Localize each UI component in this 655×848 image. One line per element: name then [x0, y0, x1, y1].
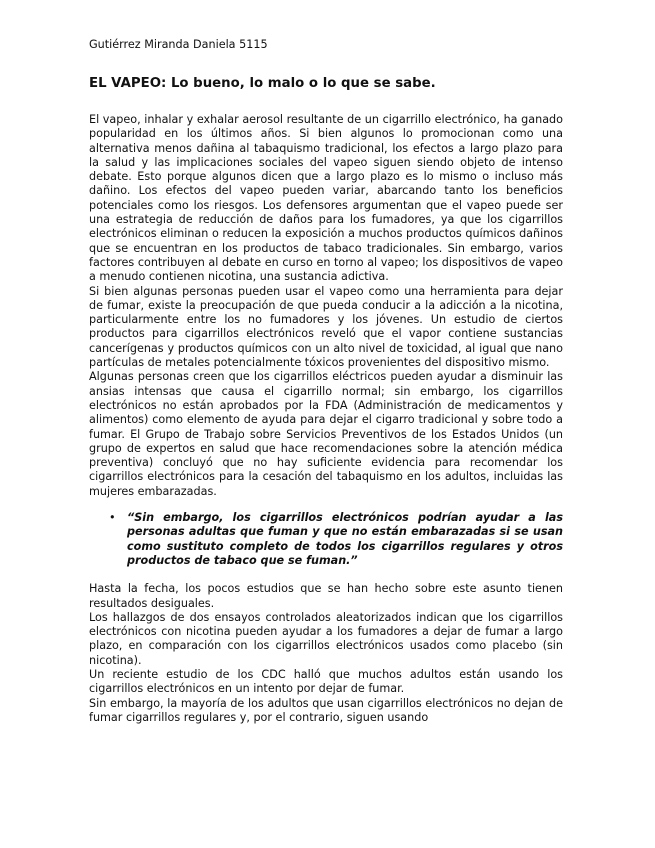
document-title: EL VAPEO: Lo bueno, lo malo o lo que se sabe.	[89, 76, 436, 91]
paragraph-studies: Hasta la fecha, los pocos estudios que se han hecho sobre este asunto tienen resultados desiguales.	[89, 582, 563, 610]
paragraph-intro: El vapeo, inhalar y exhalar aerosol resultante de un cigarrillo electrónico, ha ganado popularidad en los últimos años. Si bien algunos lo promocionan como una alternativa menos dañina al tabaquismo tradicional, los efectos a largo plazo para la salud y las implicaciones sociales del vapeo siguen siendo objeto de intenso debate. Esto porque algunos dicen que a largo plazo es lo mismo o incluso más dañino. Los efectos del vapeo pueden variar, abarcando tanto los beneficios potenciales como los riesgos. Los defensores argumentan que el vapeo puede ser una estrategia de reducción de daños para los fumadores, ya que los cigarrillos electrónicos eliminan o reducen la exposición a muchos productos químicos dañinos que se encuentran en los productos de tabaco tradicionales. Sin embargo, varios factores contribuyen al debate en curso en torno al vapeo; los dispositivos de vapeo a menudo contienen nicotina, una sustancia adictiva.	[89, 113, 563, 284]
paragraph-majority: Sin embargo, la mayoría de los adultos que usan cigarrillos electrónicos no dejan de fumar cigarrillos regulares y, por el contrario, siguen usando	[89, 696, 563, 724]
quote-text: “Sin embargo, los cigarrillos electrónicos podrían ayudar a las personas adultas que fuman y que no están embarazadas si se usan como sustituto completo de todos los cigarrillos regulares y otros productos de tabaco que se fuman.”	[127, 511, 563, 567]
paragraph-trials: Los hallazgos de dos ensayos controlados aleatorizados indican que los cigarrillos electrónicos con nicotina pueden ayudar a los fumadores a dejar de fumar a largo plazo, en comparación con los cigarrillos electrónicos usados como placebo (sin nicotina).	[89, 610, 563, 667]
bullet-quote	[89, 511, 563, 568]
paragraph-addiction: Si bien algunas personas pueden usar el vapeo como una herramienta para dejar de fumar, existe la preocupación de que pueda conducir a la adicción a la nicotina, particularmente entre los no fumadores y los jóvenes. Un estudio de ciertos productos para cigarrillos electrónicos reveló que el vapor contiene sustancias cancerígenas y productos químicos con un alto nivel de toxicidad, al igual que nano partículas de metales potencialmente tóxicos provenientes del dispositivo mismo.	[89, 284, 563, 370]
document-page	[89, 37, 563, 725]
bullet-symbol: •	[109, 511, 116, 525]
author-line: Gutiérrez Miranda Daniela 5115	[89, 38, 268, 51]
paragraph-fda: Algunas personas creen que los cigarrillos eléctricos pueden ayudar a disminuir las ansias intensas que causa el cigarrillo normal; sin embargo, los cigarrillos electrónicos no están aprobados por la FDA (Administración de medicamentos y alimentos) como elemento de ayuda para dejar el cigarro tradicional y sobre todo a fumar. El Grupo de Trabajo sobre Servicios Preventivos de los Estados Unidos (un grupo de expertos en salud que hace recomendaciones sobre la atención médica preventiva) concluyó que no hay suficiente evidencia para recomendar los cigarrillos electrónicos para la cesación del tabaquismo en los adultos, incluidas las mujeres embarazadas.	[89, 370, 563, 498]
paragraph-cdc: Un reciente estudio de los CDC halló que muchos adultos están usando los cigarrillos electrónicos en un intento por dejar de fumar.	[89, 667, 563, 696]
